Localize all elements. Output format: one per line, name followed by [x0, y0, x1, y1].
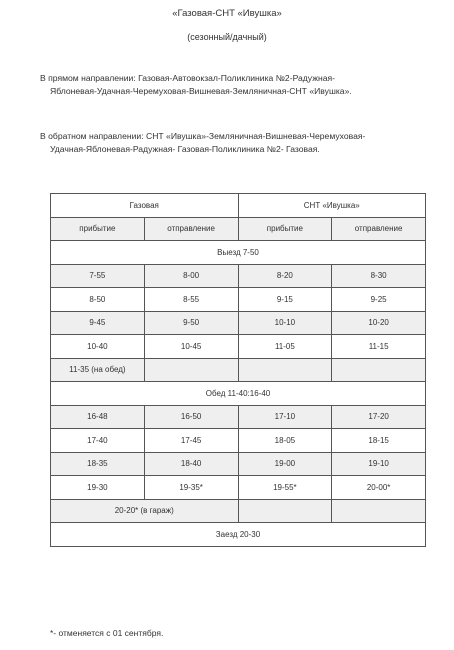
schedule-table	[50, 193, 426, 547]
cell: 19-10	[332, 452, 426, 476]
table-header-row	[51, 194, 426, 218]
return-note: Заезд 20-30	[51, 523, 426, 547]
cell: 7-55	[51, 264, 145, 288]
cell: 8-00	[144, 264, 238, 288]
route-backward-label: В обратном направлении:	[40, 131, 144, 141]
cell: 9-15	[238, 288, 332, 312]
cell: 10-10	[238, 311, 332, 335]
table-row	[51, 288, 426, 312]
table-row	[51, 311, 426, 335]
garage-row	[51, 499, 426, 523]
cell: 10-20	[332, 311, 426, 335]
table-row	[51, 405, 426, 429]
cell: 19-55*	[238, 476, 332, 500]
departure-note-row	[51, 241, 426, 265]
cell: 9-25	[332, 288, 426, 312]
cell: 18-40	[144, 452, 238, 476]
page-title: «Газовая-СНТ «Ивушка»	[172, 8, 282, 19]
route-forward	[40, 72, 435, 98]
cell: 20-00*	[332, 476, 426, 500]
cell: 18-35	[51, 452, 145, 476]
garage-cell: 20-20* (в гараж)	[51, 499, 239, 523]
col-arrival-a: прибытие	[51, 217, 145, 241]
cell: 8-20	[238, 264, 332, 288]
table-row	[51, 335, 426, 359]
lunch-departure-cell: 11-35 (на обед)	[51, 358, 145, 382]
cell: 19-00	[238, 452, 332, 476]
lunch-note: Обед 11-40:16-40	[51, 382, 426, 406]
cell: 19-35*	[144, 476, 238, 500]
departure-note: Выезд 7-50	[51, 241, 426, 265]
cell: 10-40	[51, 335, 145, 359]
stop-a-header: Газовая	[51, 194, 239, 218]
cell: 10-45	[144, 335, 238, 359]
cell	[238, 358, 332, 382]
stop-b-header: СНТ «Ивушка»	[238, 194, 426, 218]
cell	[332, 358, 426, 382]
col-departure-b: отправление	[332, 217, 426, 241]
cell: 18-15	[332, 429, 426, 453]
col-departure-a: отправление	[144, 217, 238, 241]
footnote: *- отменяется с 01 сентября.	[50, 628, 164, 638]
cell: 8-55	[144, 288, 238, 312]
route-forward-line2: Яблоневая-Удачная-Черемуховая-Вишневая-Земляничная-СНТ «Ивушка».	[50, 86, 352, 96]
page-subtitle: (сезонный/дачный)	[187, 32, 267, 42]
cell: 9-45	[51, 311, 145, 335]
cell: 17-45	[144, 429, 238, 453]
cell: 8-50	[51, 288, 145, 312]
cell: 8-30	[332, 264, 426, 288]
table-row	[51, 264, 426, 288]
route-forward-line1: Газовая-Автовокзал-Поликлиника №2-Радужная-	[138, 73, 335, 83]
route-backward-line1: СНТ «Ивушка»-Земляничная-Вишневая-Черемуховая-	[145, 131, 366, 141]
route-backward	[40, 130, 435, 156]
lunch-departure-row	[51, 358, 426, 382]
cell: 17-10	[238, 405, 332, 429]
cell: 18-05	[238, 429, 332, 453]
return-note-row	[51, 523, 426, 547]
table-subheader-row	[51, 217, 426, 241]
table-row	[51, 452, 426, 476]
cell	[332, 499, 426, 523]
cell: 17-20	[332, 405, 426, 429]
cell: 11-05	[238, 335, 332, 359]
table-row	[51, 476, 426, 500]
cell: 17-40	[51, 429, 145, 453]
lunch-note-row	[51, 382, 426, 406]
cell: 16-48	[51, 405, 145, 429]
cell: 9-50	[144, 311, 238, 335]
cell: 11-15	[332, 335, 426, 359]
cell	[238, 499, 332, 523]
cell: 16-50	[144, 405, 238, 429]
route-backward-line2: Удачная-Яблоневая-Радужная- Газовая-Поликлиника №2- Газовая.	[50, 144, 320, 154]
table-row	[51, 429, 426, 453]
route-forward-label: В прямом направлении:	[40, 73, 136, 83]
col-arrival-b: прибытие	[238, 217, 332, 241]
cell	[144, 358, 238, 382]
cell: 19-30	[51, 476, 145, 500]
